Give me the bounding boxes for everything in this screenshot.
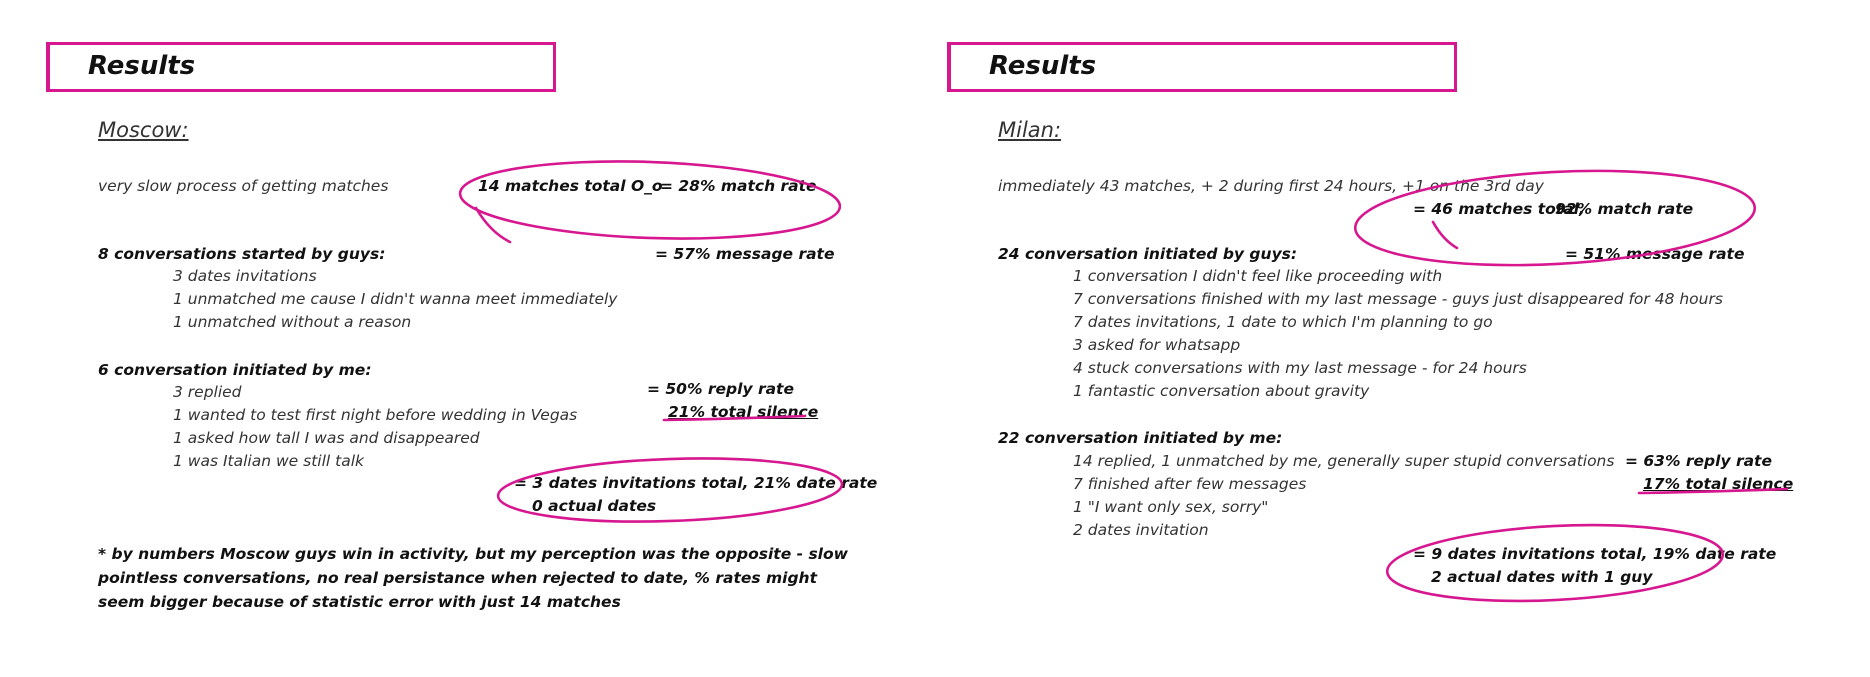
arrow-stroke [476,208,510,242]
list-item: 1 fantastic conversation about gravity [1073,382,1370,400]
list-item: 3 replied [173,383,242,401]
slide-title: Results [88,51,196,81]
intro-text: immediately 43 matches, + 2 during first 24 hours, +1 on the 3rd day [998,177,1544,195]
intro-text: very slow process of getting matches [98,177,389,195]
list-item: 1 unmatched without a reason [173,313,412,331]
city-heading: Moscow: [98,118,189,142]
dates-circle [1385,517,1724,608]
list-item: 14 replied, 1 unmatched by me, generally super stupid conversations [1073,452,1615,470]
silence-rate: 21% total silence [668,403,819,421]
list-item: 1 wanted to test first night before wedding in Vegas [173,406,578,424]
dates-total: = 3 dates invitations total, 21% date rate [514,474,878,492]
list-item: 7 finished after few messages [1073,475,1307,493]
title-box [46,42,556,92]
match-rate: = 28% match rate [660,177,817,195]
me-header: 22 conversation initiated by me: [998,429,1283,447]
list-item: 2 dates invitation [1073,521,1209,539]
list-item: 1 was Italian we still talk [173,452,364,470]
list-item: 1 asked how tall I was and disappeared [173,429,480,447]
milan-panel [935,0,1870,677]
match-rate: 92% match rate [1555,200,1694,218]
arrow-stroke [1433,222,1457,248]
list-item: 7 dates invitations, 1 date to which I'm planning to go [1073,313,1493,331]
actual-dates: 2 actual dates with 1 guy [1431,568,1653,586]
actual-dates: 0 actual dates [532,497,657,515]
me-header: 6 conversation initiated by me: [98,361,372,379]
message-rate: = 51% message rate [1565,245,1745,263]
list-item: 1 unmatched me cause I didn't wanna meet immediately [173,290,618,308]
reply-rate: = 63% reply rate [1625,452,1772,470]
matches-total: 14 matches total O_o [478,177,663,195]
slide-title: Results [989,51,1097,81]
message-rate: = 57% message rate [655,245,835,263]
list-item: 3 dates invitations [173,267,317,285]
footnote: * by numbers Moscow guys win in activity, but my perception was the opposite - slow pointless conversations, no real persistance when rejected to date, % rates might seem bigger because of statistic error with just 14 matches [98,545,848,611]
match-circle [459,155,841,244]
list-item: 1 "I want only sex, sorry" [1073,498,1269,516]
title-box [947,42,1457,92]
list-item: 1 conversation I didn't feel like proceeding with [1073,267,1443,285]
list-item: 4 stuck conversations with my last message - for 24 hours [1073,359,1527,377]
guys-header: 8 conversations started by guys: [98,245,386,263]
dates-total: = 9 dates invitations total, 19% date rate [1413,545,1777,563]
list-item: 7 conversations finished with my last message - guys just disappeared for 48 hours [1073,290,1723,308]
matches-total: = 46 matches total, [1413,200,1585,218]
city-heading: Milan: [998,118,1062,142]
reply-rate: = 50% reply rate [647,380,794,398]
silence-rate: 17% total silence [1643,475,1794,493]
list-item: 3 asked for whatsapp [1073,336,1241,354]
guys-header: 24 conversation initiated by guys: [998,245,1298,263]
